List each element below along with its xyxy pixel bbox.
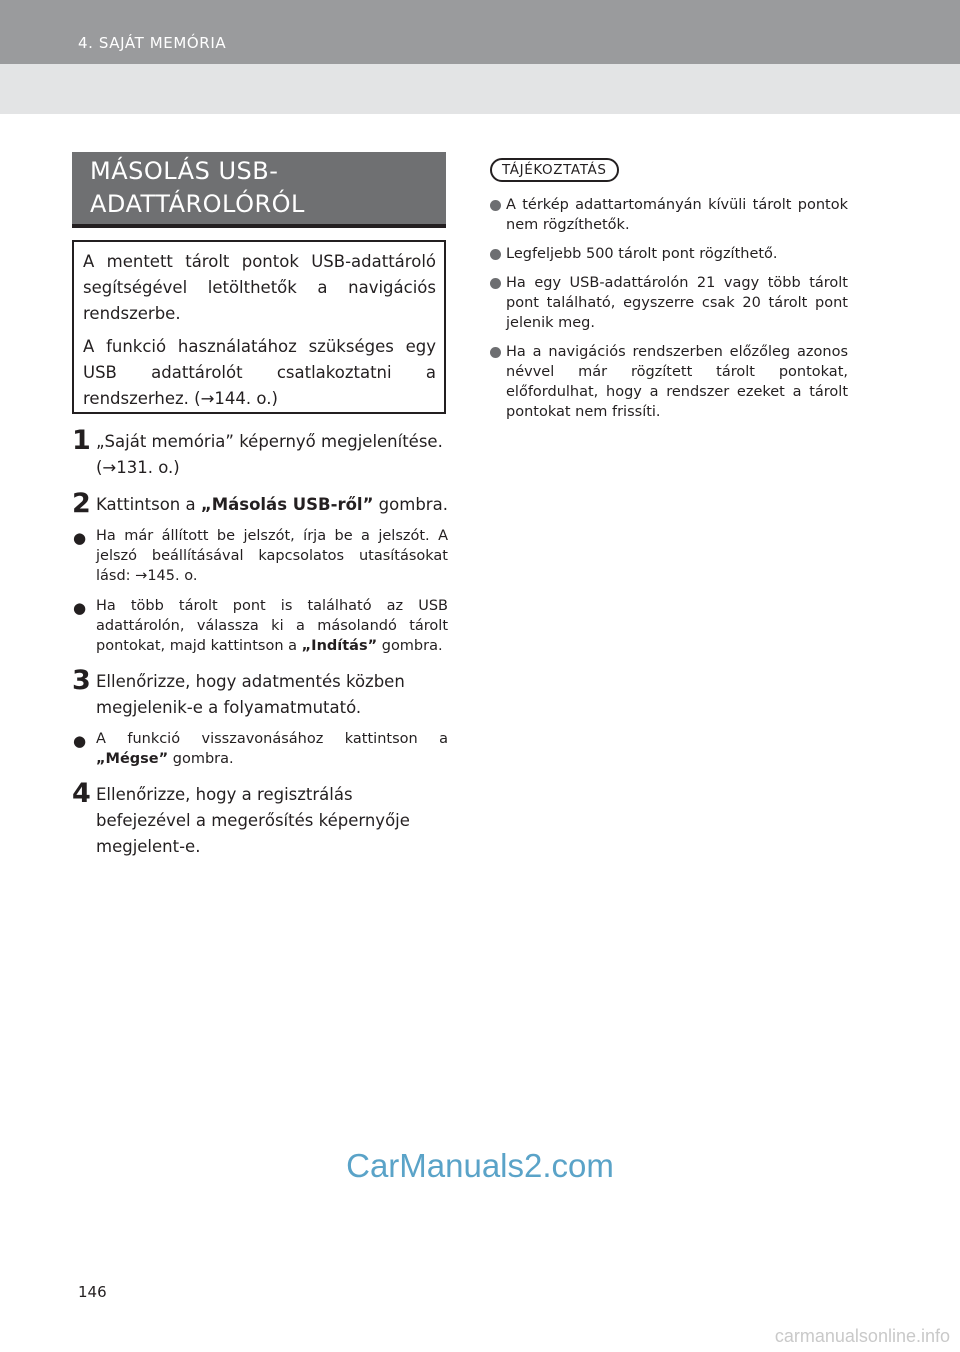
info-text: Ha a navigációs rendszerben előzőleg azonos névvel már rögzített tárolt pontokat, előfordulhat, hogy a rendszer ezeket a tárolt pontokat nem frissíti. [506,344,848,420]
intro-paragraph-1: A mentett tárolt pontok USB-adattároló segítségével letölthetők a navigációs rendszerbe. [83,252,436,323]
bullet-text-post: gombra. [168,751,234,767]
bullet-item [72,526,448,586]
info-text: A térkép adattartományán kívüli tárolt pontok nem rögzíthetők. [506,197,848,233]
watermark: CarManuals2.com [346,1147,614,1184]
section-title: MÁSOLÁS USB-ADATTÁROLÓRÓL [90,157,305,218]
footer-watermark: carmanualsonline.info [774,1326,950,1346]
step-text-post: gombra. [373,495,448,514]
header-bar [0,0,960,64]
bullet-text-post: gombra. [377,638,443,654]
bullet-dot-icon [490,200,501,211]
info-text: Legfeljebb 500 tárolt pont rögzíthető. [506,246,778,262]
step-text: Ellenőrizze, hogy a regisztrálás befejezével a megerősítés képernyője megjelent-e. [96,785,410,856]
page-number: 146 [78,1283,107,1301]
bullet-text [96,596,448,656]
info-label: TÁJÉKOZTATÁS [490,158,619,182]
bullet-text-pre: Ha több tárolt pont is található az USB adattárolón, válassza ki a másolandó tárolt pontokat, majd kattintson a [96,598,448,654]
info-item [490,195,848,235]
info-item [490,342,848,422]
step-1 [72,426,448,481]
step-number: 2 [72,488,91,519]
info-text: Ha egy USB-adattárolón 21 vagy több tárolt pont található, egyszerre csak 20 tárolt pont jelenik meg. [506,275,848,331]
bullet-dot-icon [490,347,501,358]
intro-paragraph-2: A funkció használatához szükséges egy USB adattárolót csatlakoztatni a rendszerhez. (→144. o.) [83,337,436,408]
section-banner [72,152,446,228]
step-number: 4 [72,778,91,809]
button-name: „Másolás USB-ről” [200,495,374,514]
info-item [490,273,848,333]
bullet-item [72,596,448,656]
intro-box [72,240,446,414]
bullet-icon: ● [73,599,87,617]
button-name: „Mégse” [96,751,169,767]
bullet-text [96,729,448,769]
step-text [96,489,448,518]
bullet-text: Ha már állított be jelszót, írja be a jelszót. A jelszó beállításával kapcsolatos utasításokat lásd: →145. o. [96,528,448,584]
step-4 [72,779,448,860]
step-text: „Saját memória” képernyő megjelenítése. (→131. o.) [96,432,443,477]
header-subbar [0,64,960,114]
bullet-dot-icon [490,278,501,289]
button-name: „Indítás” [301,638,378,654]
bullet-icon: ● [73,529,87,547]
step-text-pre: Kattintson a [96,495,201,514]
step-2 [72,489,448,518]
step-number: 3 [72,665,91,696]
steps-column [72,426,448,868]
bullet-item [72,729,448,769]
bullet-text-pre: A funkció visszavonásához kattintson a [96,731,448,747]
step-3 [72,666,448,721]
info-column [490,158,848,431]
info-item [490,244,848,264]
step-text: Ellenőrizze, hogy adatmentés közben megjelenik-e a folyamatmutató. [96,672,405,717]
bullet-dot-icon [490,249,501,260]
bullet-icon: ● [73,732,87,750]
step-number: 1 [72,425,91,456]
chapter-title: 4. SAJÁT MEMÓRIA [78,34,227,52]
